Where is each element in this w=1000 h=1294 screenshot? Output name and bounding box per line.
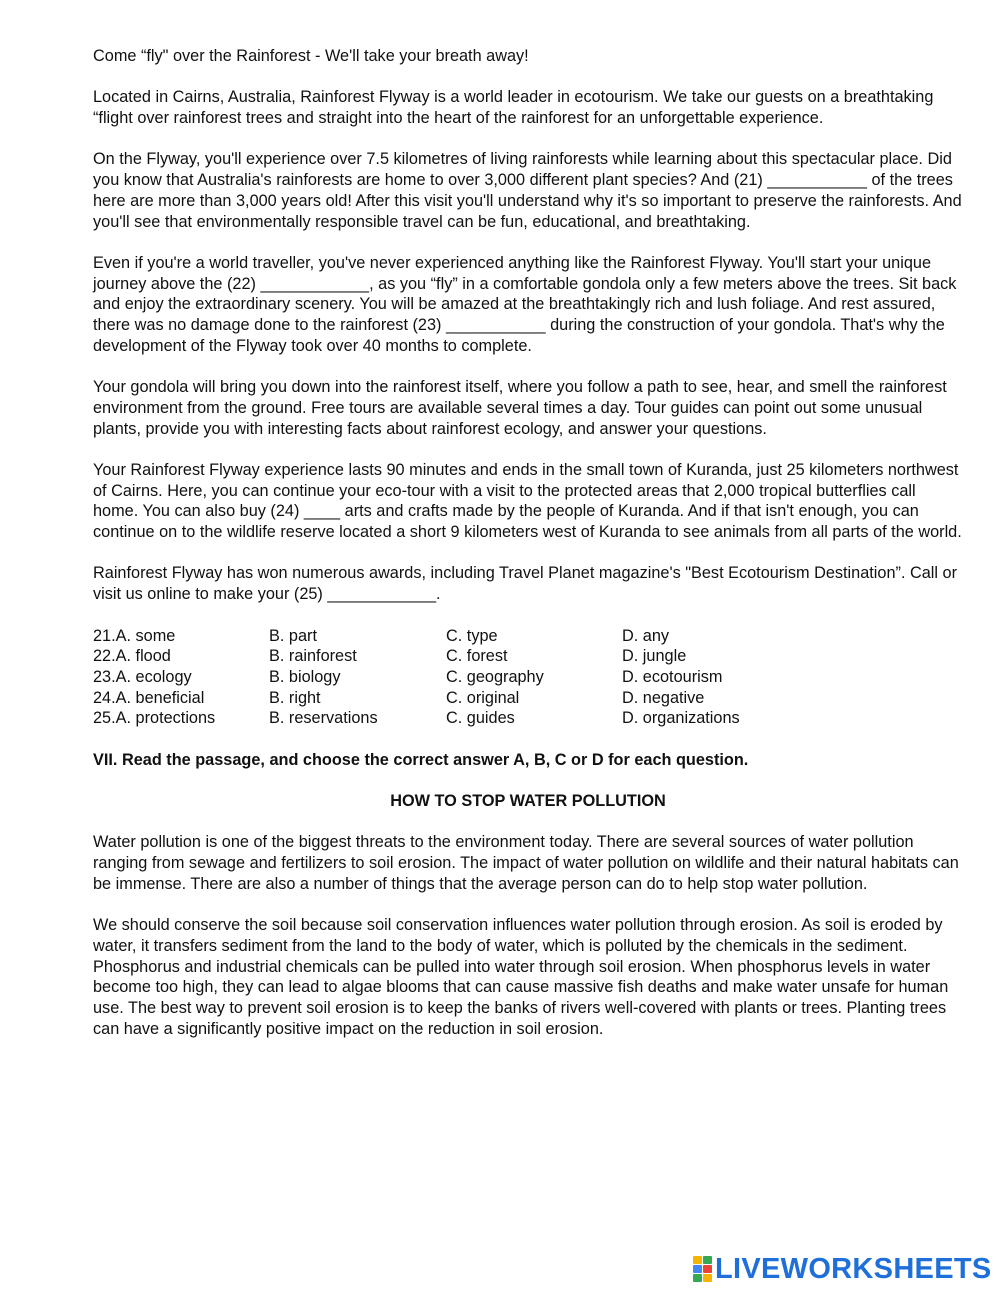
passage-paragraph-1: Located in Cairns, Australia, Rainforest Flyway is a world leader in ecotourism. We take our guests on a breathtaking “flight over rainforest trees and straight into the heart of the rainforest for an unforgettable experience. bbox=[93, 88, 934, 128]
option-21-c: C. type bbox=[446, 626, 498, 645]
option-23-a: 23.A. ecology bbox=[93, 667, 192, 686]
logo-text: LIVEWORKSHEETS bbox=[715, 1252, 992, 1285]
passage-paragraph-6: Rainforest Flyway has won numerous awards, including Travel Planet magazine's "Best Ecotourism Destination”. Call or visit us online to make your (25) ____________. bbox=[93, 564, 958, 604]
passage-intro: Come “fly" over the Rainforest - We'll take your breath away! bbox=[93, 47, 529, 65]
option-24-c: C. original bbox=[446, 688, 520, 707]
passage-paragraph-5: Your Rainforest Flyway experience lasts 90 minutes and ends in the small town of Kuranda, just 25 kilometers northwest of Cairns. Here, you can continue your eco-tour with a visit to the protected areas that 2,000 tropical butterflies call home. You can also buy (24) ____ arts and crafts made by the people of Kuranda. And if that isn't enough, you can continue on to the wildlife reserve located a short 9 kilometers west of Kuranda to see animals from all parts of the world. bbox=[93, 460, 962, 542]
option-24-b: B. right bbox=[269, 688, 321, 707]
option-25-c: C. guides bbox=[446, 709, 515, 728]
option-24-a: 24.A. beneficial bbox=[93, 688, 205, 707]
option-21-a: 21.A. some bbox=[93, 626, 176, 645]
question-25-options bbox=[93, 708, 963, 729]
option-24-d: D. negative bbox=[622, 688, 705, 707]
question-22-options bbox=[93, 646, 963, 667]
liveworksheets-mark-icon bbox=[693, 1256, 712, 1282]
option-21-b: B. part bbox=[269, 626, 317, 645]
option-22-d: D. jungle bbox=[622, 647, 687, 666]
question-21-options bbox=[93, 626, 963, 647]
option-22-b: B. rainforest bbox=[269, 647, 357, 666]
option-23-d: D. ecotourism bbox=[622, 667, 723, 686]
option-25-d: D. organizations bbox=[622, 709, 740, 728]
option-25-a: 25.A. protections bbox=[93, 709, 216, 728]
option-21-d: D. any bbox=[622, 626, 670, 645]
question-23-options bbox=[93, 667, 963, 688]
passage-paragraph-4: Your gondola will bring you down into the rainforest itself, where you follow a path to see, hear, and smell the rainforest environment from the ground. Free tours are available several times a day. Tour guides can point out some unusual plants, provide you with interesting facts about rainforest ecology, and answer your questions. bbox=[93, 378, 947, 438]
section-7-instruction: VII. Read the passage, and choose the correct answer A, B, C or D for each question. bbox=[93, 750, 749, 769]
option-22-a: 22.A. flood bbox=[93, 647, 171, 666]
option-23-c: C. geography bbox=[446, 667, 544, 686]
question-24-options bbox=[93, 688, 963, 709]
passage-paragraph-2: On the Flyway, you'll experience over 7.5 kilometres of living rainforests while learning about this spectacular place. Did you know that Australia's rainforests are home to over 3,000 different plant species? And (21) ___________ of the trees here are more than 3,000 years old! After this visit you'll understand why it's so important to preserve the rainforests. And you'll see that environmentally responsible travel can be fun, educational, and breathtaking. bbox=[93, 150, 962, 231]
section-7-paragraph-2: We should conserve the soil because soil conservation influences water pollution through erosion. As soil is eroded by water, it transfers sediment from the land to the body of water, which is polluted by the chemicals in the sediment. Phosphorus and industrial chemicals can be pulled into water through soil erosion. When phosphorus levels in water become too high, they can lead to algae blooms that can cause massive fish deaths and make water unsafe for human use. The best way to prevent soil erosion is to keep the banks of rivers well-covered with plants or trees. Planting trees can have a significantly positive impact on the reduction in soil erosion. bbox=[93, 916, 949, 1038]
worksheet-content bbox=[93, 46, 963, 1060]
section-7-title: HOW TO STOP WATER POLLUTION bbox=[390, 792, 666, 811]
answer-options bbox=[93, 626, 963, 729]
section-7-paragraph-1: Water pollution is one of the biggest threats to the environment today. There are several sources of water pollution ranging from sewage and fertilizers to soil erosion. The impact of water pollution on wildlife and their natural habitats can be immense. There are also a number of things that the average person can do to help stop water pollution. bbox=[93, 833, 959, 893]
option-25-b: B. reservations bbox=[269, 709, 378, 728]
option-23-b: B. biology bbox=[269, 667, 341, 686]
liveworksheets-logo bbox=[693, 1254, 992, 1284]
passage-paragraph-3: Even if you're a world traveller, you've never experienced anything like the Rainforest Flyway. You'll start your unique journey above the (22) ____________, as you “fly” in a comfortable gondola only a few meters above the trees. Sit back and enjoy the extraordinary scenery. You will be amazed at the breathtakingly rich and lush foliage. And rest assured, there was no damage done to the rainforest (23) ___________ during the construction of your gondola. That's why the development of the Flyway took over 40 months to complete. bbox=[93, 253, 957, 355]
option-22-c: C. forest bbox=[446, 647, 508, 666]
